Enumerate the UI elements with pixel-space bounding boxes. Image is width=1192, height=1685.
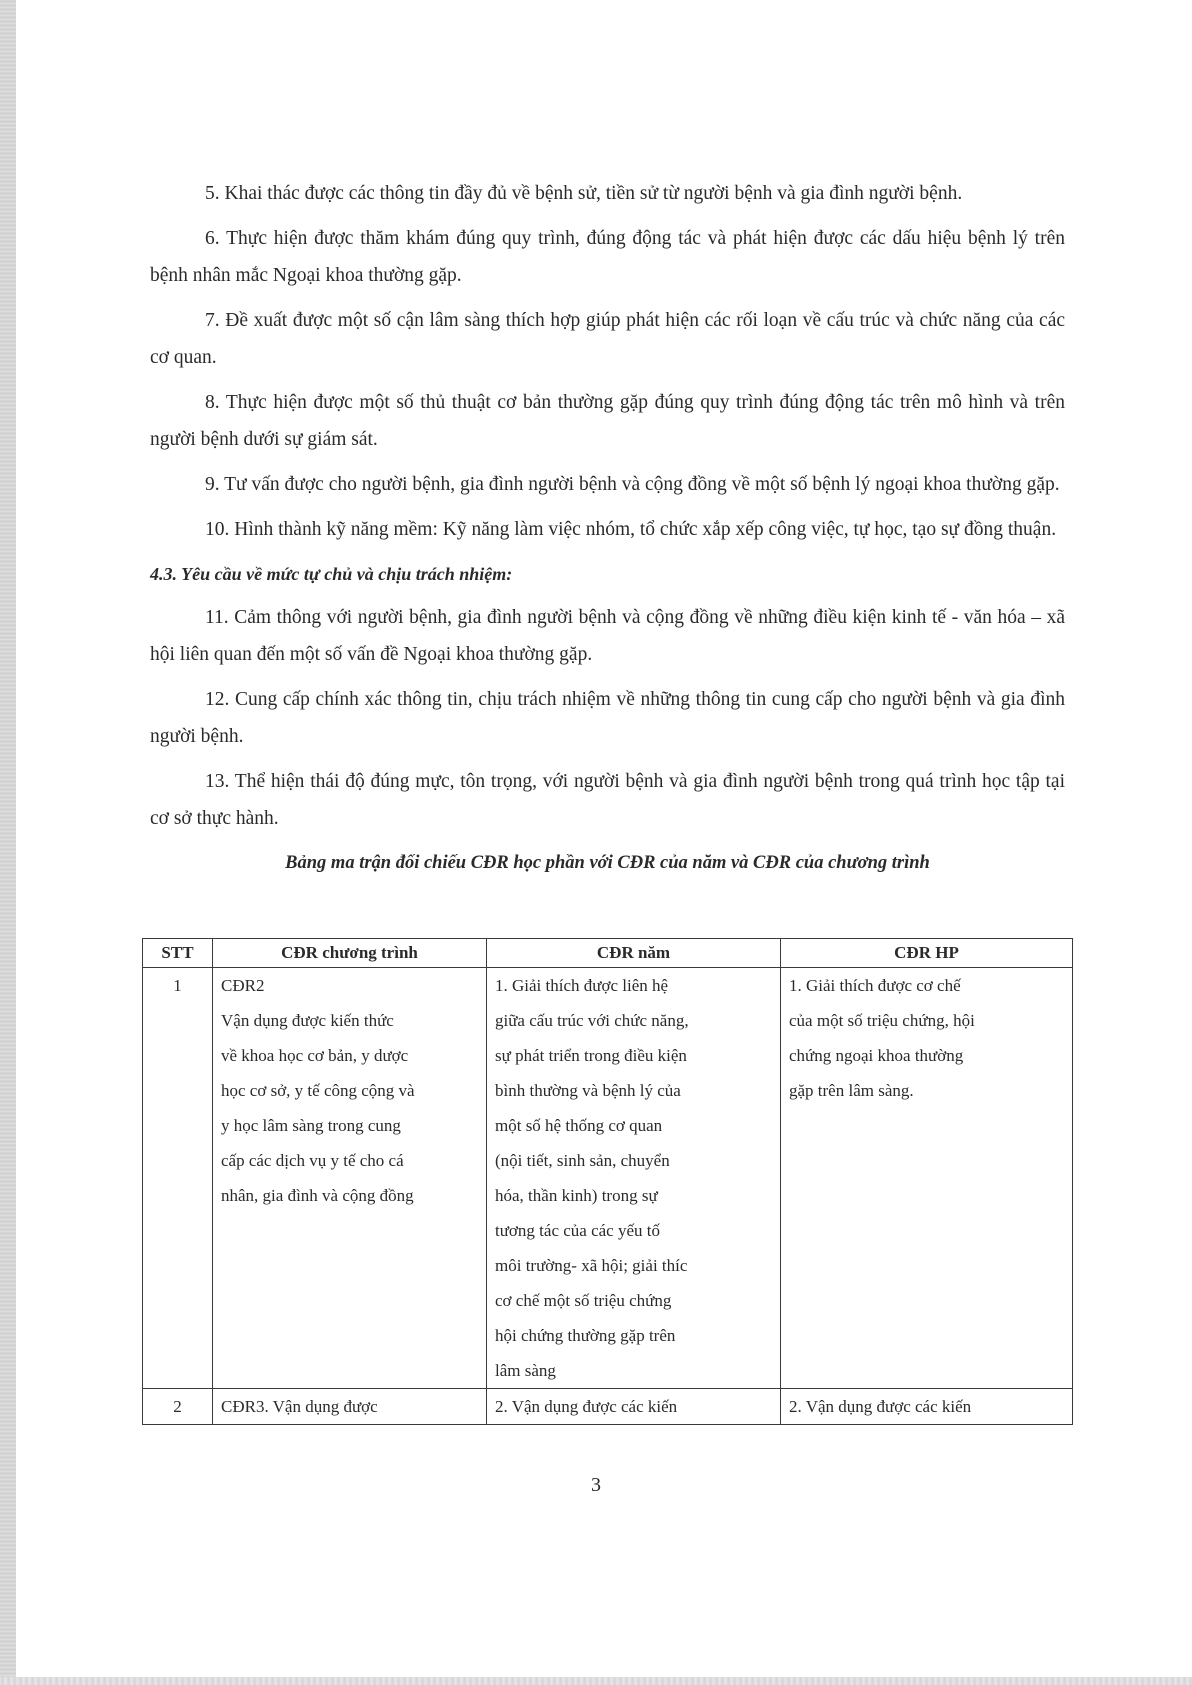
header-year: CĐR năm (487, 939, 781, 968)
scan-edge (0, 0, 16, 1685)
table-row (143, 1389, 1073, 1425)
cell-line: 2. Vận dụng được các kiến (789, 1397, 972, 1416)
paragraph-10: 10. Hình thành kỹ năng mềm: Kỹ năng làm việc nhóm, tổ chức xắp xếp công việc, tự học, tạo sự đồng thuận. (205, 519, 1057, 540)
header-course: CĐR HP (781, 939, 1073, 968)
cell-course (781, 968, 1073, 1389)
table-header-row (143, 939, 1073, 968)
paragraph-11: 11. Cảm thông với người bệnh, gia đình người bệnh và cộng đồng về những điều kiện kinh tế - văn hóa – xã hội liên quan đến một số vấn đề Ngoại khoa thường gặp. (150, 607, 1065, 665)
cell-stt: 1 (143, 968, 213, 1389)
cell-line: Vận dụng được kiến thức (221, 1011, 394, 1030)
cell-line: 2. Vận dụng được các kiến (495, 1397, 678, 1416)
outcome-matrix-table (142, 938, 1073, 1425)
cell-line: tương tác của các yếu tố (495, 1221, 660, 1240)
cell-year (487, 968, 781, 1389)
cell-line: chứng ngoại khoa thường (789, 1046, 964, 1065)
table-row (143, 968, 1073, 1389)
paragraph-8: 8. Thực hiện được một số thủ thuật cơ bản thường gặp đúng quy trình đúng động tác trên mô hình và trên người bệnh dưới sự giám sát. (150, 392, 1065, 450)
header-program: CĐR chương trình (213, 939, 487, 968)
cell-line: hội chứng thường gặp trên (495, 1326, 676, 1345)
cell-line: sự phát triển trong điều kiện (495, 1046, 687, 1065)
cell-line: CĐR2 (221, 976, 265, 995)
cell-line: 1. Giải thích được cơ chế (789, 976, 961, 995)
cell-line: y học lâm sàng trong cung (221, 1116, 401, 1135)
page-number: 3 (591, 1474, 601, 1496)
header-stt: STT (143, 939, 213, 968)
paragraph-7: 7. Đề xuất được một số cận lâm sàng thích hợp giúp phát hiện các rối loạn về cấu trúc và chức năng của các cơ quan. (150, 310, 1065, 368)
cell-line: CĐR3. Vận dụng được (221, 1397, 378, 1416)
cell-line: của một số triệu chứng, hội (789, 1011, 975, 1030)
cell-line: lâm sàng (495, 1361, 556, 1380)
cell-line: bình thường và bệnh lý của (495, 1081, 681, 1100)
cell-stt: 2 (143, 1389, 213, 1425)
section-heading: 4.3. Yêu cầu về mức tự chủ và chịu trách nhiệm: (150, 564, 513, 584)
cell-course (781, 1389, 1073, 1425)
paragraph-12: 12. Cung cấp chính xác thông tin, chịu trách nhiệm về những thông tin cung cấp cho người bệnh và gia đình người bệnh. (150, 689, 1065, 747)
cell-program (213, 1389, 487, 1425)
paragraph-13: 13. Thể hiện thái độ đúng mực, tôn trọng, với người bệnh và gia đình người bệnh trong quá trình học tập tại cơ sở thực hành. (150, 771, 1065, 829)
table-title: Bảng ma trận đối chiếu CĐR học phần với CĐR của năm và CĐR của chương trình (285, 853, 930, 873)
cell-line: gặp trên lâm sàng. (789, 1081, 914, 1100)
cell-line: về khoa học cơ bản, y dược (221, 1046, 409, 1065)
paragraph-5: 5. Khai thác được các thông tin đầy đủ về bệnh sử, tiền sử từ người bệnh và gia đình người bệnh. (205, 183, 963, 204)
scan-bottom-edge (0, 1677, 1192, 1685)
cell-program (213, 968, 487, 1389)
cell-line: (nội tiết, sinh sản, chuyển (495, 1151, 670, 1170)
cell-line: cơ chế một số triệu chứng (495, 1291, 672, 1310)
paragraph-6: 6. Thực hiện được thăm khám đúng quy trình, đúng động tác và phát hiện được các dấu hiệu bệnh lý trên bệnh nhân mắc Ngoại khoa thường gặp. (150, 228, 1065, 286)
cell-line: hóa, thần kinh) trong sự (495, 1186, 658, 1205)
document-body (150, 175, 1065, 886)
cell-line: nhân, gia đình và cộng đồng (221, 1186, 414, 1205)
cell-line: 1. Giải thích được liên hệ (495, 976, 669, 995)
cell-line: học cơ sở, y tế công cộng và (221, 1081, 415, 1100)
paragraph-9: 9. Tư vấn được cho người bệnh, gia đình người bệnh và cộng đồng về một số bệnh lý ngoại khoa thường gặp. (205, 474, 1060, 495)
cell-year (487, 1389, 781, 1425)
cell-line: môi trường- xã hội; giải thíc (495, 1256, 688, 1275)
cell-line: cấp các dịch vụ y tế cho cá (221, 1151, 404, 1170)
cell-line: một số hệ thống cơ quan (495, 1116, 663, 1135)
cell-line: giữa cấu trúc với chức năng, (495, 1011, 689, 1030)
